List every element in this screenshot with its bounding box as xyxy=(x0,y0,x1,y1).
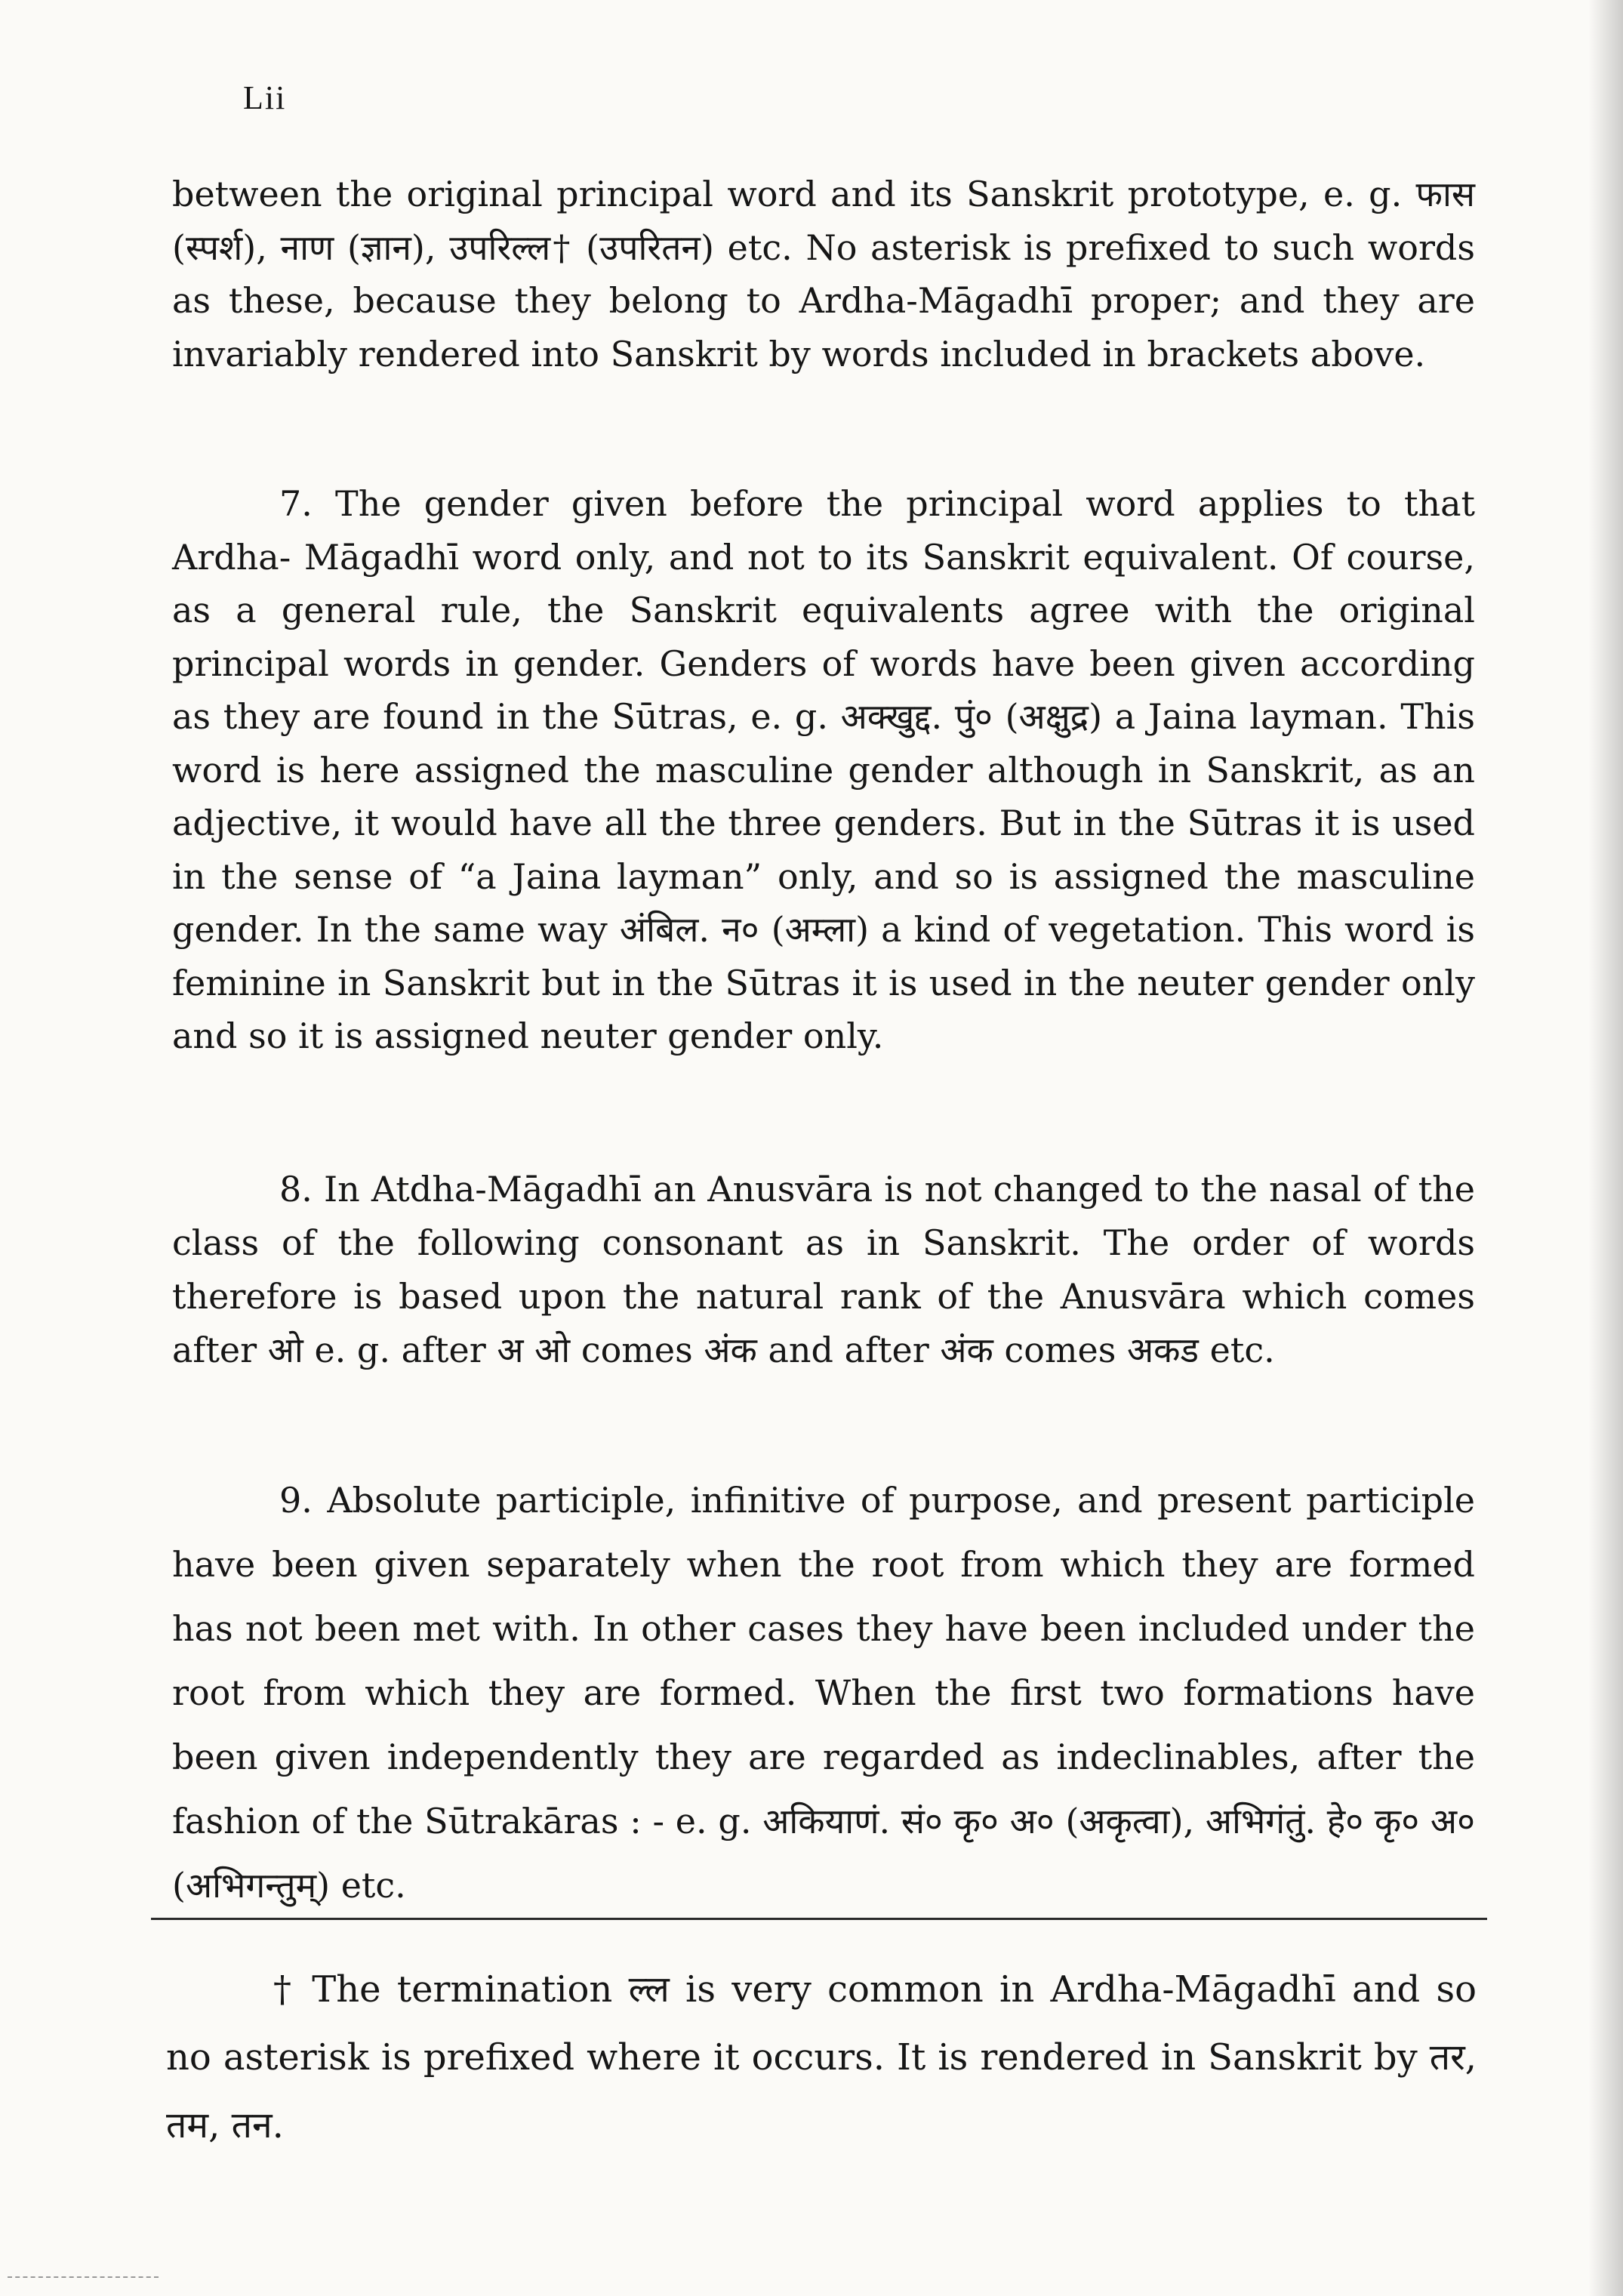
paragraph-continuation-text: between the original principal word and its Sanskrit prototype, e. g. फास (स्पर्श), नाण (ज्ञान), उपरिल्ल† (उपरितन) etc. No asterisk is prefixed to such words as these, because they belong to Ardha-Māgadhī proper; and they are invariably rendered into Sanskrit by words included in brackets above. xyxy=(172,174,1475,374)
bottom-scan-mark xyxy=(8,2276,159,2278)
paragraph-8-text: 8. In Atdha-Māgadhī an Anusvāra is not changed to the nasal of the class of the following consonant as in Sanskrit. The order of words therefore is based upon the natural rank of the Anusvāra which comes after ओ e. g. after अ ओ comes अंक and after अंक comes अकड etc. xyxy=(172,1169,1475,1370)
footnote-text: † The termination ल्ल is very common in Ardha-Māgadhī and so no asterisk is prefixed where it occurs. It is rendered in Sanskrit by तर, तम, तन. xyxy=(166,1968,1477,2147)
paragraph-9-text: 9. Absolute participle, infinitive of purpose, and present participle have been given separately when the root from which they are formed has not been met with. In other cases they have been included under the root from which they are formed. When the first two formations have been given independently they are regarded as indeclinables, after the fashion of the Sūtrakāras : - e. g. अकियाणं. सं० कृ० अ० (अकृत्वा), अभिगंतुं. हे० कृ० अ० (अभिगन्तुम्) etc. xyxy=(172,1480,1475,1906)
paragraph-9 xyxy=(172,1469,1475,1918)
footnote-divider xyxy=(151,1918,1487,1920)
footnote xyxy=(166,1955,1477,2159)
paragraph-8 xyxy=(172,1163,1475,1377)
page-number: Lii xyxy=(243,79,287,116)
paragraph-7-text: 7. The gender given before the principal word applies to that Ardha- Māgadhī word only, and not to its Sanskrit equivalent. Of course, as a general rule, the Sanskrit equivalents agree with the original principal words in gender. Genders of words have been given according as they are found in the Sūtras, e. g. अक्खुद्द. पुं० (अक्षुद्र) a Jaina layman. This word is here assigned the masculine gender although in Sanskrit, as an adjective, it would have all the three genders. But in the Sūtras it is used in the sense of “a Jaina layman” only, and so is assigned the masculine gender. In the same way अंबिल. न० (अम्ला) a kind of vegetation. This word is feminine in Sanskrit but in the Sūtras it is used in the neuter gender only and so it is assigned neuter gender only. xyxy=(172,483,1475,1056)
paragraph-7 xyxy=(172,477,1475,1063)
paragraph-continuation xyxy=(172,168,1475,381)
page-edge-shadow xyxy=(1588,0,1623,2296)
